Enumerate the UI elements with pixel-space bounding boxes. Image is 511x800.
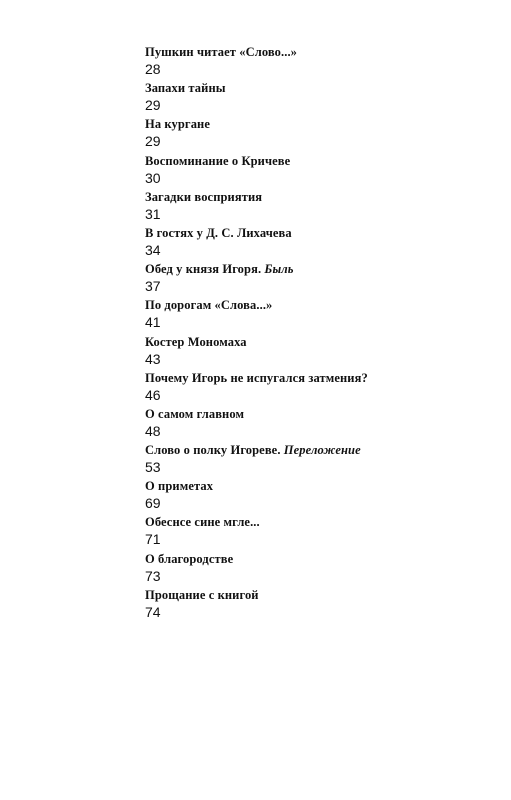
toc-entry-title — [145, 189, 485, 206]
toc-entry-title-text: Обед у князя Игоря. — [145, 262, 262, 277]
toc-entry — [145, 297, 485, 333]
toc-entry-title — [145, 153, 485, 170]
toc-entry — [145, 261, 485, 297]
toc-entry — [145, 514, 485, 550]
toc-entry-title-text: По дорогам «Слова...» — [145, 298, 273, 313]
toc-entry-title-text: Воспоминание о Кричеве — [145, 153, 291, 168]
toc-entry-title-text: Прощание с книгой — [145, 587, 259, 602]
toc-entry-title-text: На кургане — [145, 117, 211, 132]
toc-entry-title-text: Слово о полку Игореве. — [145, 443, 281, 458]
toc-entry-page: 46 — [145, 386, 161, 403]
toc-entry-title — [145, 80, 485, 97]
toc-entry-title — [145, 334, 485, 351]
toc-entry-title-text: Запахи тайны — [145, 81, 226, 96]
toc-entry — [145, 406, 485, 442]
toc-entry-title-text: Пушкин читает «Слово...» — [145, 45, 298, 59]
toc-entry-title-text: О самом главном — [145, 406, 245, 421]
toc-entry — [145, 153, 485, 189]
toc-entry-title — [145, 442, 485, 459]
toc-entry-title — [145, 225, 485, 242]
toc-entry — [145, 478, 485, 514]
toc-entry-subtitle: Быль — [264, 262, 294, 277]
toc-entry-subtitle: Переложение — [283, 443, 361, 458]
toc-entry — [145, 442, 485, 478]
toc-entry-title-text: О приметах — [145, 479, 214, 494]
toc-entry — [145, 370, 485, 406]
toc-entry-page: 43 — [145, 350, 161, 367]
toc-entry-page: 74 — [145, 603, 161, 620]
toc-entry-title — [145, 478, 485, 495]
toc-entry-page: 73 — [145, 567, 161, 584]
toc-entry-page: 29 — [145, 133, 161, 150]
toc-entry-page: 30 — [145, 169, 161, 186]
toc-entry-title-text: Загадки восприятия — [145, 189, 263, 204]
toc-entry-page: 71 — [145, 531, 161, 548]
toc-entry — [145, 587, 485, 623]
toc-entry-title-text: Почему Игорь не испугался затмения? — [145, 370, 368, 385]
toc-entry-page: 28 — [145, 61, 161, 77]
toc-entry-page: 69 — [145, 495, 161, 512]
toc-entry — [145, 225, 485, 261]
toc-entry-title-text: В гостях у Д. С. Лихачева — [145, 225, 292, 240]
toc-entry-title — [145, 514, 485, 531]
toc-entry-title-text: О благородстве — [145, 551, 234, 566]
toc-entry-title — [145, 297, 485, 314]
toc-entry-page: 53 — [145, 459, 161, 476]
toc-entry-title — [145, 551, 485, 568]
toc-entry-title-text: Костер Мономаха — [145, 334, 247, 349]
toc-entry-page: 34 — [145, 241, 161, 258]
toc-entry — [145, 44, 485, 80]
toc-entry-page: 31 — [145, 205, 161, 222]
toc-entry — [145, 116, 485, 152]
toc-entry-page: 37 — [145, 278, 161, 295]
toc-entry-title — [145, 44, 485, 61]
toc-entry-title-text: Обеснсе сине мгле... — [145, 515, 260, 530]
toc-entry-page: 41 — [145, 314, 161, 331]
toc-entry-title — [145, 406, 485, 423]
toc-entry-title — [145, 370, 485, 387]
table-of-contents — [145, 44, 485, 623]
toc-entry — [145, 80, 485, 116]
toc-entry-title — [145, 587, 485, 604]
toc-entry — [145, 334, 485, 370]
toc-entry-page: 48 — [145, 422, 161, 439]
toc-entry-title — [145, 261, 485, 278]
toc-entry — [145, 551, 485, 587]
toc-entry-page: 29 — [145, 97, 161, 114]
toc-entry — [145, 189, 485, 225]
toc-entry-title — [145, 116, 485, 133]
